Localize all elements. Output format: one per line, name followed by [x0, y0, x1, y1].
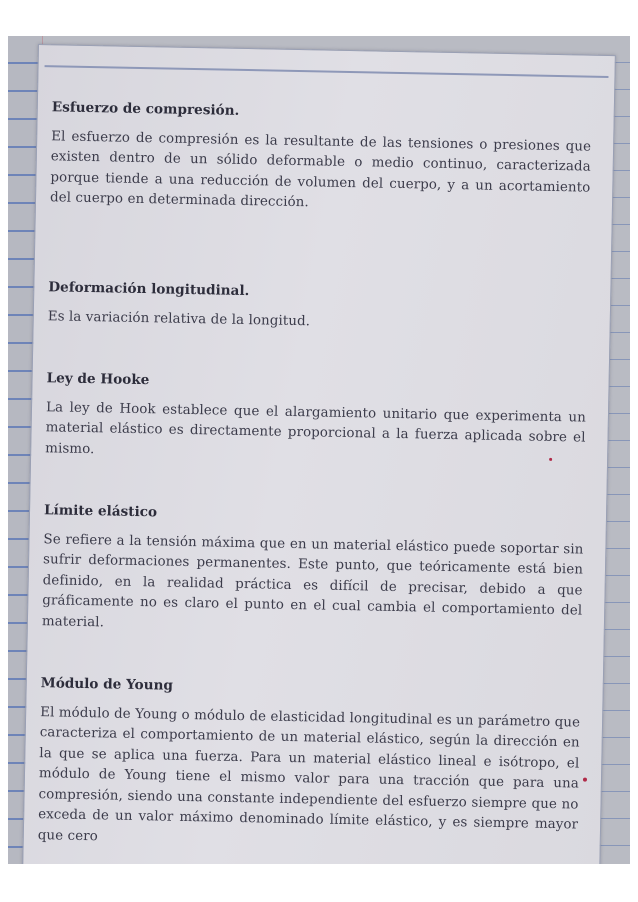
- ink-mark: [549, 458, 552, 461]
- section-heading: Esfuerzo de compresión.: [51, 99, 240, 119]
- section-deformacion-longitudinal: [48, 277, 589, 337]
- section-heading: Límite elástico: [43, 502, 158, 521]
- section-modulo-de-young: [38, 673, 581, 856]
- section-limite-elastico: [42, 500, 584, 642]
- printed-sheet: [22, 44, 616, 864]
- section-ley-de-hooke: [45, 368, 587, 469]
- section-body: Se refiere a la tensión máxima que en un material elástico puede soportar sin sufrir deformaciones permanentes. Este punto, que teóricamente está bien definido, en la realidad práctica es difícil de precisar, debido a que gráficamente no es claro el punto en el cual cambia el comportamiento del material.: [41, 531, 584, 630]
- section-esfuerzo-compresion: [50, 97, 592, 219]
- photo-frame: [8, 36, 630, 864]
- sheet-top-rule: [45, 65, 609, 78]
- section-body: La ley de Hook establece que el alargamiento unitario que experimenta un material elástico es directamente proporcional a la fuerza aplicada sobre el mismo.: [45, 399, 587, 457]
- section-body: El módulo de Young o módulo de elasticidad longitudinal es un parámetro que caracteriza el comportamiento de un material elástico, según la dirección en la que se aplica una fuerza. Para un material elástico lineal e isótropo, el módulo de Young tiene el mismo valor para una tracción que para una compresión, siendo una constante independiente del esfuerzo siempre que no exceda de un valor máximo denominado límite elástico, y es siempre mayor que cero: [37, 704, 581, 844]
- section-heading: Deformación longitudinal.: [48, 279, 250, 300]
- section-body: Es la variación relativa de la longitud.: [47, 308, 311, 329]
- section-heading: Ley de Hooke: [46, 370, 150, 389]
- section-body: El esfuerzo de compresión es la resultante de las tensiones o presiones que existen dentro de un sólido deformable o medio continuo, caracterizada porque tiende a una reducción de volumen del cuerpo, y a un acortamiento del cuerpo en determinada dirección.: [49, 128, 592, 211]
- ink-mark: [583, 778, 587, 782]
- section-heading: Módulo de Young: [40, 675, 174, 694]
